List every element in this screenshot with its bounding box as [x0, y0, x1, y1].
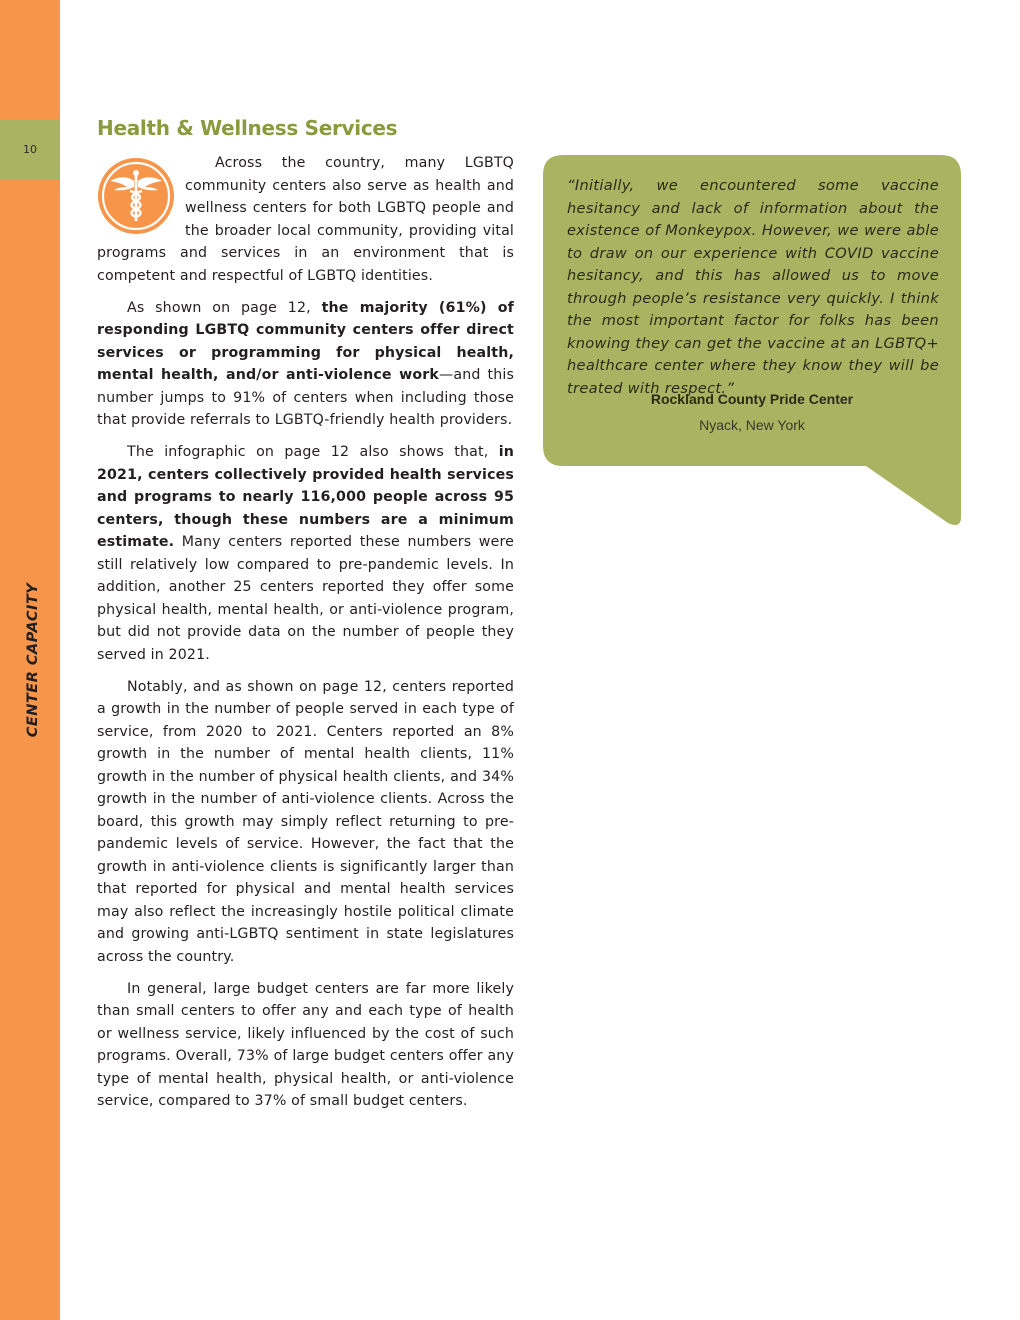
paragraph-2-tail: —and this number jumps to 91% of centers when including those that provide referrals to LGBTQ-friendly health providers.: [97, 367, 514, 428]
paragraph-3-lead: The infographic on page 12 also shows that,: [127, 444, 499, 460]
paragraph-1: [97, 152, 514, 287]
caduceus-icon: [97, 157, 175, 235]
quote-text: “Initially, we encountered some vaccine hesitancy and lack of information about the existence of Monkeypox. However, we were able to draw on our experience with COVID vaccine hesitancy, and this has allowed us to move through people’s resistance very quickly. I think the most important factor for folks has been knowing they can get the vaccine at an LGBTQ+ healthcare center where they know they will be treated with respect.”: [567, 177, 939, 397]
section-heading: Health & Wellness Services: [97, 116, 398, 140]
paragraph-1-text: Across the country, many LGBTQ community centers also serve as health and wellness centers for both LGBTQ people and the broader local community, providing vital programs and services in an environment that is competent and respectful of LGBTQ identities.: [97, 155, 514, 284]
paragraph-2-highlight: the majority (61%) of responding LGBTQ community centers offer direct services or programming for physical health, mental health, and/or anti-violence work: [97, 299, 514, 383]
paragraph-3-highlight: in 2021, centers collectively provided health services and programs to nearly 116,000 people across 95 centers, though these numbers are a minimum estimate.: [97, 444, 514, 550]
pull-quote: [543, 155, 961, 527]
paragraph-3-tail: Many centers reported these numbers were still relatively low compared to pre-pandemic levels. In addition, another 25 centers reported they offer some physical health, mental health, or anti-violence program, but did not provide data on the number of people they served in 2021.: [97, 534, 514, 663]
paragraph-2-lead: As shown on page 12,: [127, 299, 322, 316]
article-body: [97, 152, 514, 1122]
section-label: CENTER CAPACITY: [25, 582, 41, 738]
paragraph-5: In general, large budget centers are far more likely than small centers to offer any and each type of health or wellness service, likely influenced by the cost of such programs. Overall, 73% of large budget centers offer any type of mental health, physical health, or anti-violence service, compared to 37% of small budget centers.: [97, 980, 514, 1109]
paragraph-4: Notably, and as shown on page 12, centers reported a growth in the number of people served in each type of service, from 2020 to 2021. Centers reported an 8% growth in the number of mental health clients, 11% growth in the number of physical health clients, and 34% growth in the number of anti-violence clients. Across the board, this growth may simply reflect returning to pre-pandemic levels of service. However, the fact that the growth in anti-violence clients is significantly larger than that reported for physical and mental health services may also reflect the increasingly hostile political climate and growing anti-LGBTQ sentiment in state legislatures across the country.: [97, 678, 514, 965]
quote-location: Nyack, New York: [699, 417, 805, 433]
paragraph-3: [97, 441, 514, 666]
paragraph-2: [97, 297, 514, 432]
page-number: 10: [23, 143, 37, 156]
quote-source: Rockland County Pride Center: [650, 391, 854, 407]
